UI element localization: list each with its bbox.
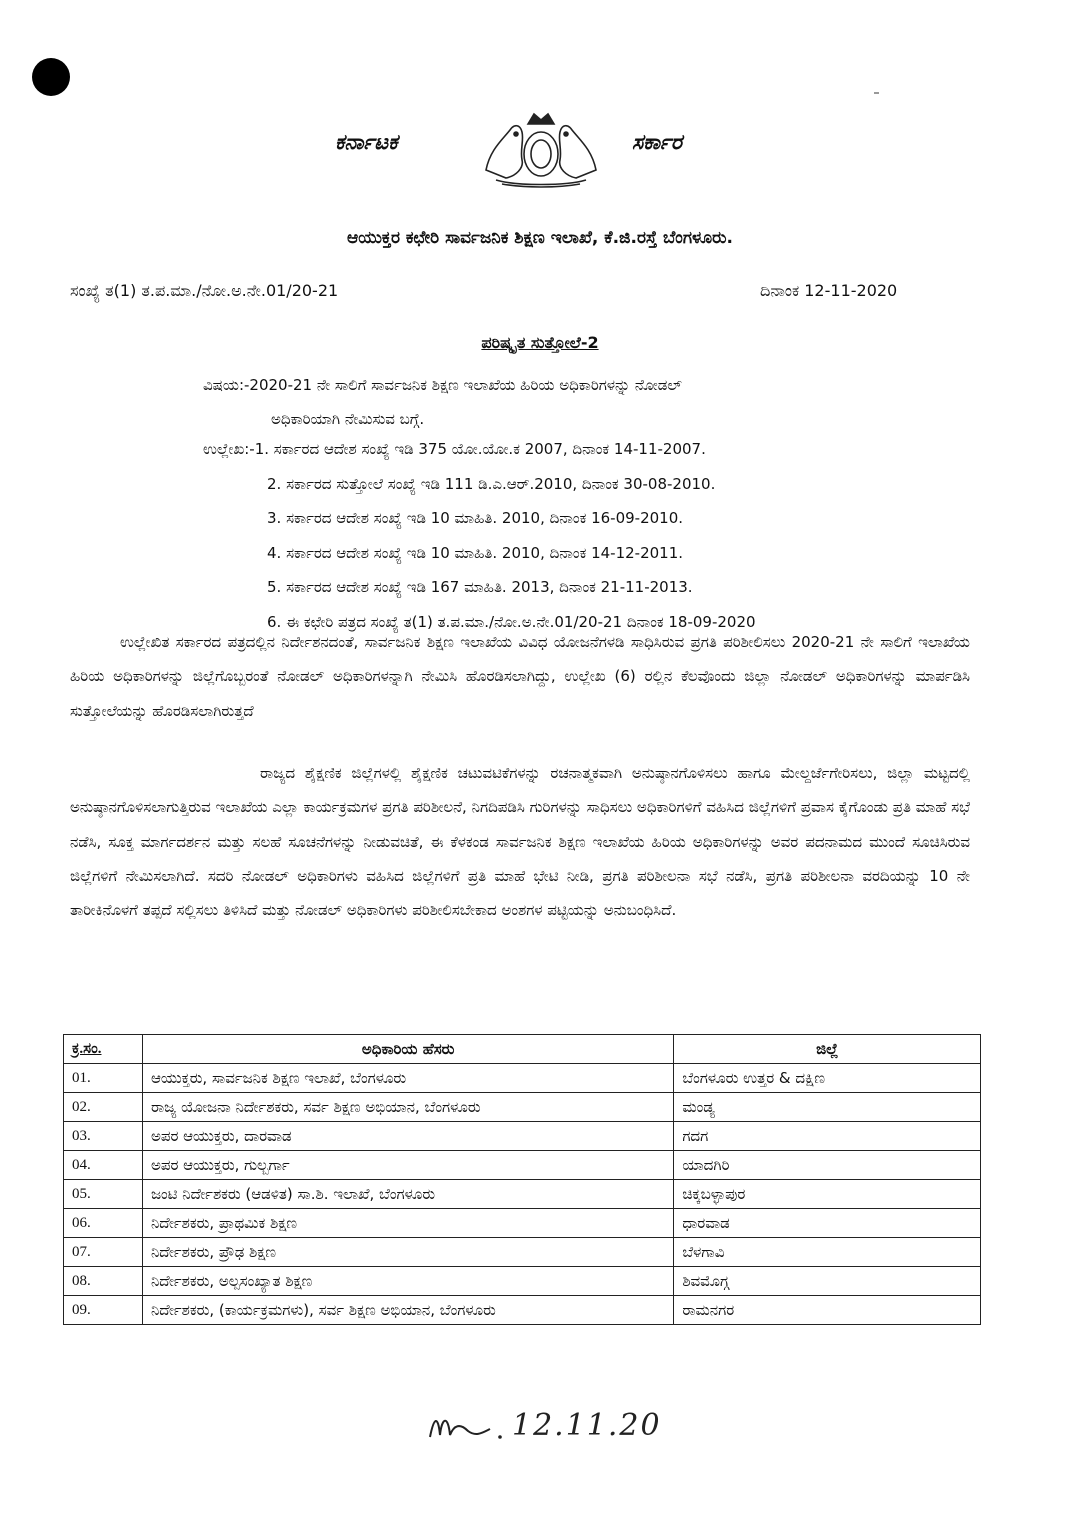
office-address: ಆಯುಕ್ತರ ಕಛೇರಿ ಸಾರ್ವಜನಿಕ ಶಿಕ್ಷಣ ಇಲಾಖೆ, ಕೆ.ಜಿ.ರಸ್ತೆ ಬೆಂಗಳೂರು.: [347, 228, 733, 248]
reference-item: 2. ಸರ್ಕಾರದ ಸುತ್ತೋಲೆ ಸಂಖ್ಯೆ ಇಡಿ 111 ಡಿ.ಎ.ಆರ್.2010, ದಿನಾಂಕ 30-08-2010.: [267, 474, 716, 493]
letterhead-left-word: ಕರ್ನಾಟಕ: [335, 130, 398, 154]
cell-officer: ನಿರ್ದೇಶಕರು, ಅಲ್ಪಸಂಖ್ಯಾತ ಶಿಕ್ಷಣ: [142, 1267, 673, 1296]
cell-officer: ನಿರ್ದೇಶಕರು, ಪ್ರಾಥಮಿಕ ಶಿಕ್ಷಣ: [142, 1209, 673, 1238]
subject-line-continued: ಅಧಿಕಾರಿಯಾಗಿ ನೇಮಿಸುವ ಬಗ್ಗೆ.: [271, 410, 425, 428]
table-row: [64, 1093, 981, 1122]
subject-line: ವಿಷಯ:-2020-21 ನೇ ಸಾಲಿಗೆ ಸಾರ್ವಜನಿಕ ಶಿಕ್ಷಣ ಇಲಾಖೆಯ ಹಿರಿಯ ಅಧಿಕಾರಿಗಳನ್ನು ನೋಡಲ್: [203, 376, 682, 394]
reference-item: 6. ಈ ಕಛೇರಿ ಪತ್ರದ ಸಂಖ್ಯೆ ತ(1) ತ.ಪ.ಮಾ./ನೋ.ಅ.ನೇ.01/20-21 ದಿನಾಂಕ 18-09-2020: [267, 612, 756, 631]
circular-heading: ಪರಿಷ್ಕೃತ ಸುತ್ತೋಲೆ-2: [481, 333, 599, 352]
cell-serial: 04.: [64, 1151, 143, 1180]
signature-date: 12.11.20: [512, 1408, 662, 1443]
body-paragraph-1: ಉಲ್ಲೇಖಿತ ಸರ್ಕಾರದ ಪತ್ರದಲ್ಲಿನ ನಿರ್ದೇಶನದಂತೆ, ಸಾರ್ವಜನಿಕ ಶಿಕ್ಷಣ ಇಲಾಖೆಯ ವಿವಿಧ ಯೋಜನೆಗಳಡಿ ಸಾಧಿಸಿರುವ ಪ್ರಗತಿ ಪರಿಶೀಲಿಸಲು 2020-21 ನೇ ಸಾಲಿಗೆ ಇಲಾಖೆಯ ಹಿರಿಯ ಅಧಿಕಾರಿಗಳನ್ನು ಜಿಲ್ಲೆಗೊಬ್ಬರಂತೆ ನೋಡಲ್ ಅಧಿಕಾರಿಗಳನ್ನಾಗಿ ನೇಮಿಸಿ ಹೊರಡಿಸಲಾಗಿದ್ದು, ಉಲ್ಲೇಖ (6) ರಲ್ಲಿನ ಕೆಲವೊಂದು ಜಿಲ್ಲಾ ನೋಡಲ್ ಅಧಿಕಾರಿಗಳನ್ನು ಮಾರ್ಪಡಿಸಿ ಸುತ್ತೋಲೆಯನ್ನು ಹೊರಡಿಸಲಾಗಿರುತ್ತದೆ: [70, 633, 970, 720]
cell-officer: ಅಪರ ಆಯುಕ್ತರು, ದಾರವಾಡ: [142, 1122, 673, 1151]
cell-district: ಶಿವಮೊಗ್ಗ: [674, 1267, 981, 1296]
table-row: [64, 1180, 981, 1209]
cell-district: ಯಾದಗಿರಿ: [674, 1151, 981, 1180]
cell-district: ಗದಗ: [674, 1122, 981, 1151]
document-date: ದಿನಾಂಕ 12-11-2020: [760, 281, 898, 300]
column-header-district: ಜಿಲ್ಲೆ: [674, 1035, 981, 1064]
cell-district: ಬೆಳಗಾವಿ: [674, 1238, 981, 1267]
table-row: [64, 1267, 981, 1296]
cell-officer: ಜಂಟಿ ನಿರ್ದೇಶಕರು (ಆಡಳಿತ) ಸಾ.ಶಿ. ಇಲಾಖೆ, ಬೆಂಗಳೂರು: [142, 1180, 673, 1209]
cell-district: ಬೆಂಗಳೂರು ಉತ್ತರ & ದಕ್ಷಿಣ: [674, 1064, 981, 1093]
cell-officer: ನಿರ್ದೇಶಕರು, ಪ್ರೌಢ ಶಿಕ್ಷಣ: [142, 1238, 673, 1267]
letterhead-right-word: ಸರ್ಕಾರ: [632, 130, 683, 154]
reference-item: 3. ಸರ್ಕಾರದ ಆದೇಶ ಸಂಖ್ಯೆ ಇಡಿ 10 ಮಾಹಿತಿ. 2010, ದಿನಾಂಕ 16-09-2010.: [267, 509, 684, 527]
body-paragraph-2: ರಾಜ್ಯದ ಶೈಕ್ಷಣಿಕ ಜಿಲ್ಲೆಗಳಲ್ಲಿ ಶೈಕ್ಷಣಿಕ ಚಟುವಟಿಕೆಗಳನ್ನು ರಚನಾತ್ಮಕವಾಗಿ ಅನುಷ್ಠಾನಗೊಳಿಸಲು ಹಾಗೂ ಮೇಲ್ದರ್ಜೆಗೇರಿಸಲು, ಜಿಲ್ಲಾ ಮಟ್ಟದಲ್ಲಿ ಅನುಷ್ಠಾನಗೊಳಿಸಲಾಗುತ್ತಿರುವ ಇಲಾಖೆಯ ಎಲ್ಲಾ ಕಾರ್ಯಕ್ರಮಗಳ ಪ್ರಗತಿ ಪರಿಶೀಲನೆ, ನಿಗದಿಪಡಿಸಿ ಗುರಿಗಳನ್ನು ಸಾಧಿಸಲು ಅಧಿಕಾರಿಗಳಿಗೆ ವಹಿಸಿದ ಜಿಲ್ಲೆಗಳಿಗೆ ಪ್ರವಾಸ ಕೈಗೊಂಡು ಪ್ರತಿ ಮಾಹೆ ಸಭೆ ನಡೆಸಿ, ಸೂಕ್ತ ಮಾರ್ಗದರ್ಶನ ಮತ್ತು ಸಲಹೆ ಸೂಚನೆಗಳನ್ನು ನೀಡುವಚಿತೆ, ಈ ಕೆಳಕಂಡ ಸಾರ್ವಜನಿಕ ಶಿಕ್ಷಣ ಇಲಾಖೆಯ ಹಿರಿಯ ಅಧಿಕಾರಿಗಳನ್ನು ಅವರ ಪದನಾಮದ ಮುಂದೆ ಸೂಚಿಸಿರುವ ಜಿಲ್ಲೆಗಳಿಗೆ ನೇಮಿಸಲಾಗಿದೆ. ಸದರಿ ನೋಡಲ್ ಅಧಿಕಾರಿಗಳು ವಹಿಸಿದ ಜಿಲ್ಲೆಗಳಿಗೆ ಪ್ರತಿ ಮಾಹೆ ಭೇಟಿ ನೀಡಿ, ಪ್ರಗತಿ ಪರಿಶೀಲನಾ ಸಭೆ ನಡೆಸಿ, ಪ್ರಗತಿ ಪರಿಶೀಲನಾ ವರದಿಯನ್ನು 10 ನೇ ತಾರೀಕಿನೊಳಗೆ ತಪ್ಪದೆ ಸಲ್ಲಿಸಲು ತಿಳಿಸಿದೆ ಮತ್ತು ನೋಡಲ್ ಅಧಿಕಾರಿಗಳು ಪರಿಶೀಲಿಸಬೇಕಾದ ಅಂಶಗಳ ಪಟ್ಟಿಯನ್ನು ಅನುಬಂಧಿಸಿದೆ.: [70, 764, 970, 920]
table-row: [64, 1296, 981, 1325]
table-row: [64, 1151, 981, 1180]
cell-officer: ಅಪರ ಆಯುಕ್ತರು, ಗುಲ್ಬರ್ಗಾ: [142, 1151, 673, 1180]
table-header-row: [64, 1035, 981, 1064]
cell-serial: 06.: [64, 1209, 143, 1238]
nodal-officers-table: [63, 1034, 981, 1325]
subject-block: [203, 368, 923, 436]
cell-officer: ಆಯುಕ್ತರು, ಸಾರ್ವಜನಿಕ ಶಿಕ್ಷಣ ಇಲಾಖೆ, ಬೆಂಗಳೂರು: [142, 1064, 673, 1093]
cell-district: ಧಾರವಾಡ: [674, 1209, 981, 1238]
table-row: [64, 1209, 981, 1238]
letterhead: [0, 110, 1080, 190]
cell-serial: 08.: [64, 1267, 143, 1296]
reference-number: ಸಂಖ್ಯೆ ತ(1) ತ.ಪ.ಮಾ./ನೋ.ಅ.ನೇ.01/20-21: [70, 281, 339, 300]
reference-item: 4. ಸರ್ಕಾರದ ಆದೇಶ ಸಂಖ್ಯೆ ಇಡಿ 10 ಮಾಹಿತಿ. 2010, ದಿನಾಂಕ 14-12-2011.: [267, 543, 684, 562]
table-row: [64, 1122, 981, 1151]
table-row: [64, 1238, 981, 1267]
karnataka-emblem-icon: [476, 110, 606, 188]
cell-district: ಚಿಕ್ಕಬಳ್ಳಾಪುರ: [674, 1180, 981, 1209]
table-row: [64, 1064, 981, 1093]
scan-speck: [874, 92, 879, 94]
cell-district: ರಾಮನಗರ: [674, 1296, 981, 1325]
cell-officer: ನಿರ್ದೇಶಕರು, (ಕಾರ್ಯಕ್ರಮಗಳು), ಸರ್ವ ಶಿಕ್ಷಣ ಅಭಿಯಾನ, ಬೆಂಗಳೂರು: [142, 1296, 673, 1325]
cell-serial: 09.: [64, 1296, 143, 1325]
cell-serial: 03.: [64, 1122, 143, 1151]
cell-serial: 05.: [64, 1180, 143, 1209]
cell-serial: 01.: [64, 1064, 143, 1093]
column-header-officer: ಅಧಿಕಾರಿಯ ಹೆಸರು: [142, 1035, 673, 1064]
column-header-serial: ಕ್ರ.ಸಂ.: [64, 1035, 143, 1064]
reference-item: 5. ಸರ್ಕಾರದ ಆದೇಶ ಸಂಖ್ಯೆ ಇಡಿ 167 ಮಾಹಿತಿ. 2013, ದಿನಾಂಕ 21-11-2013.: [267, 578, 693, 596]
reference-item: ಉಲ್ಲೇಖ:-1. ಸರ್ಕಾರದ ಆದೇಶ ಸಂಖ್ಯೆ ಇಡಿ 375 ಯೋ.ಯೋ.ಕ 2007, ದಿನಾಂಕ 14-11-2007.: [203, 440, 706, 458]
cell-serial: 02.: [64, 1093, 143, 1122]
cell-district: ಮಂಡ್ಯ: [674, 1093, 981, 1122]
punch-hole-mark: [32, 58, 70, 96]
cell-officer: ರಾಜ್ಯ ಯೋಜನಾ ನಿರ್ದೇಶಕರು, ಸರ್ವ ಶಿಕ್ಷಣ ಅಭಿಯಾನ, ಬೆಂಗಳೂರು: [142, 1093, 673, 1122]
cell-serial: 07.: [64, 1238, 143, 1267]
references-list: [203, 432, 943, 639]
